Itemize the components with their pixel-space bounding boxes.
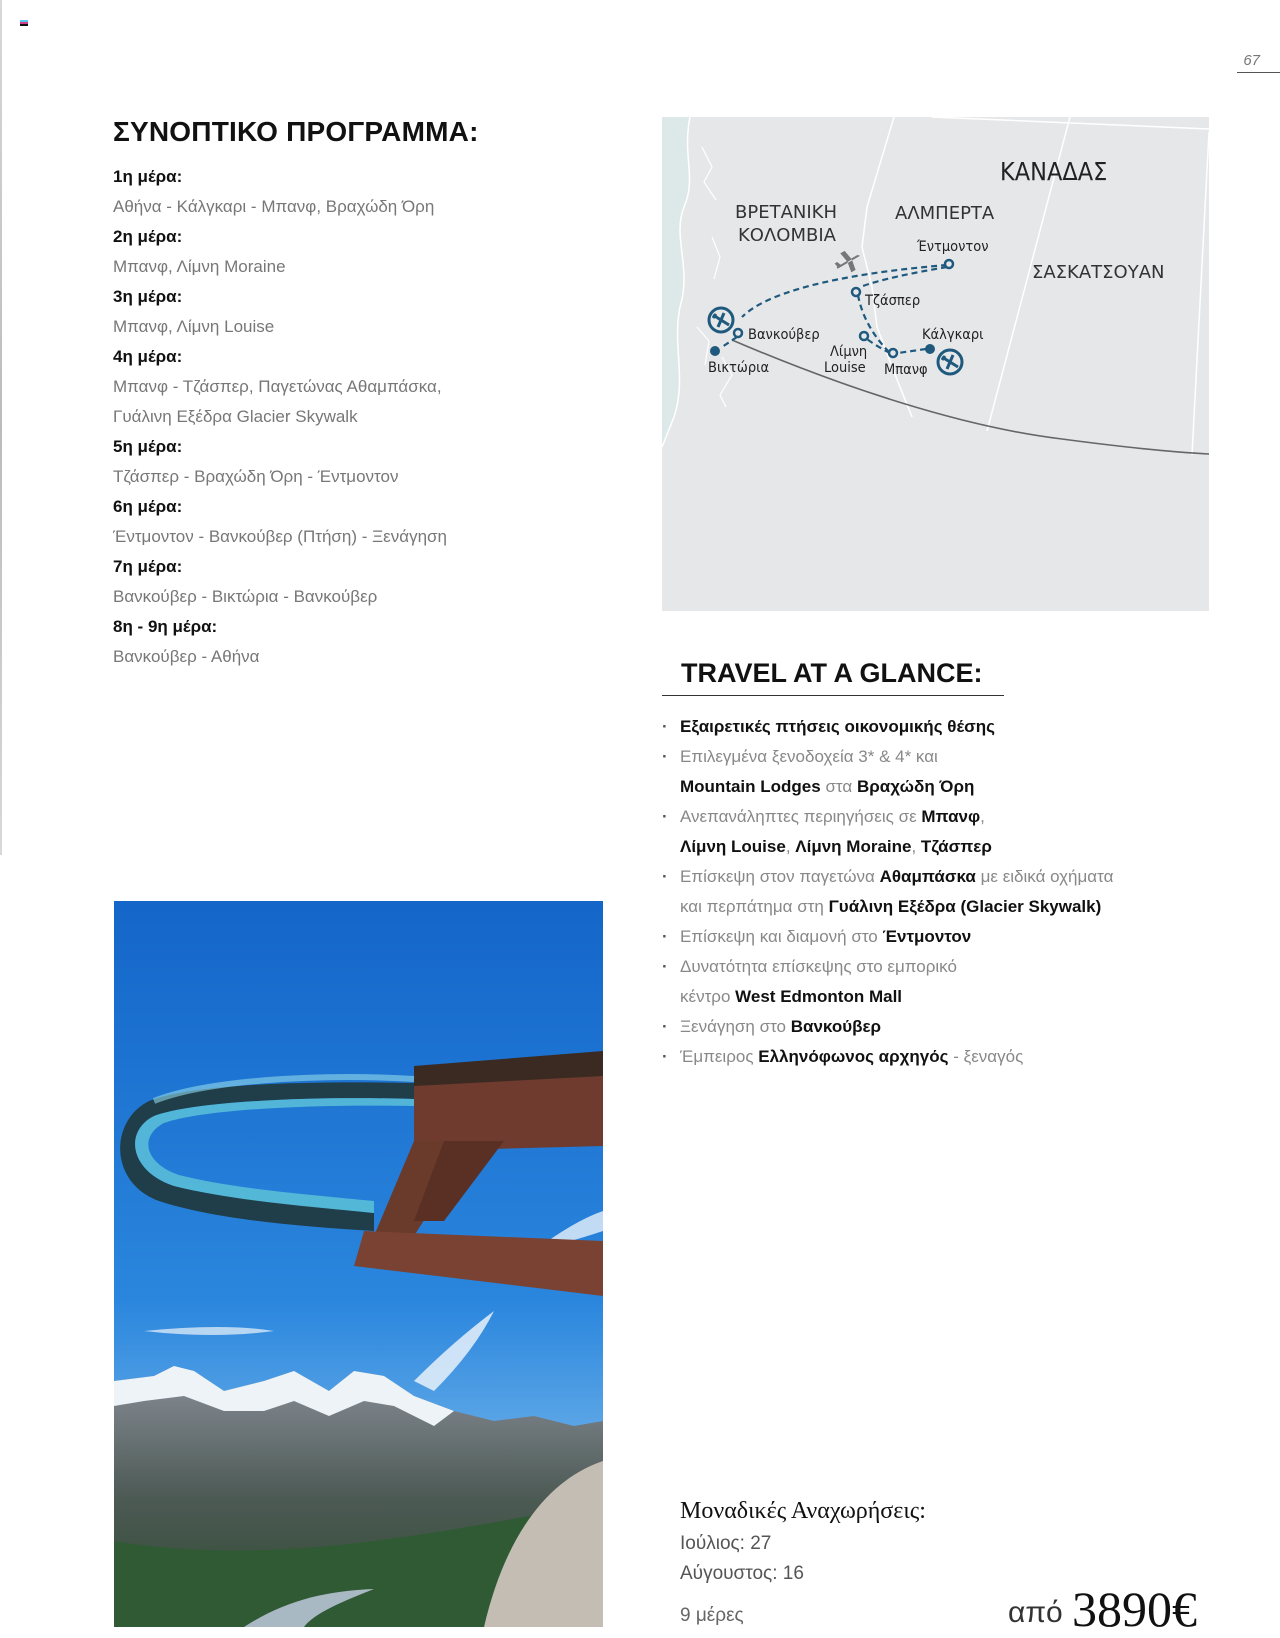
svg-text:Βικτώρια: Βικτώρια xyxy=(708,360,770,376)
departure-date-august: Αύγουστος: 16 xyxy=(680,1563,804,1584)
highlight-text: West Edmonton Mall xyxy=(735,987,903,1006)
departures-title: Μοναδικές Αναχωρήσεις: xyxy=(680,1498,926,1524)
highlight-text: Εξαιρετικές πτήσεις οικονομικής θέσης xyxy=(680,717,995,736)
bullet-icon: · xyxy=(662,807,668,826)
marker-edmonton xyxy=(945,260,953,268)
day-label: 5η μέρα: xyxy=(113,437,183,456)
day-2 xyxy=(113,222,573,282)
page-number: 67 xyxy=(1243,52,1260,69)
marker-victoria xyxy=(710,346,720,356)
glance-item-line xyxy=(680,712,1182,742)
route-map xyxy=(662,117,1209,611)
glance-item-line xyxy=(680,802,1182,832)
highlight-text: Γυάλινη Εξέδρα (Glacier Skywalk) xyxy=(828,897,1102,916)
day-text: Έντμοντον - Βανκούβερ (Πτήση) - Ξενάγηση xyxy=(113,527,447,546)
label-canada: ΚΑΝΑΔΑΣ xyxy=(1000,157,1108,186)
airport-icon-calgary xyxy=(938,350,962,374)
day-4 xyxy=(113,342,573,432)
glance-item-line xyxy=(680,1042,1182,1072)
airport-icon-vancouver xyxy=(709,308,733,332)
day-text: Βανκούβερ - Βικτώρια - Βανκούβερ xyxy=(113,587,378,606)
svg-text:ΚΟΛΟΜΒΙΑ: ΚΟΛΟΜΒΙΑ xyxy=(738,225,836,246)
bullet-icon: · xyxy=(662,867,668,886)
day-text: Γυάλινη Εξέδρα Glacier Skywalk xyxy=(113,407,358,426)
glance-item-line xyxy=(680,952,1182,982)
body-text: Έμπειρος xyxy=(680,1047,759,1066)
print-color-bar xyxy=(20,20,28,28)
svg-text:Louise: Louise xyxy=(824,360,866,376)
page-number-rule xyxy=(1237,72,1280,73)
glance-item xyxy=(662,952,1182,1012)
day-text: Τζάσπερ - Βραχώδη Όρη - Έντμοντον xyxy=(113,467,399,486)
day-label: 3η μέρα: xyxy=(113,287,183,306)
synopsis-title: ΣΥΝΟΠΤΙΚΟ ΠΡΟΓΡΑΜΜΑ: xyxy=(113,116,479,147)
day-7 xyxy=(113,552,573,612)
bullet-icon: · xyxy=(662,747,668,766)
glance-item-line xyxy=(680,742,1182,772)
body-text: , xyxy=(980,807,985,826)
day-text: Μπανφ - Τζάσπερ, Παγετώνας Αθαμπάσκα, xyxy=(113,377,442,396)
bullet-icon: · xyxy=(662,957,668,976)
svg-text:Έντμοντον: Έντμοντον xyxy=(917,239,989,255)
svg-text:Μπανφ: Μπανφ xyxy=(884,362,928,378)
highlight-text: Έντμοντον xyxy=(882,927,972,946)
glance-item xyxy=(662,802,1182,862)
day-label: 8η - 9η μέρα: xyxy=(113,617,218,636)
trip-duration: 9 μέρες xyxy=(680,1605,744,1626)
highlight-text: Μπανφ xyxy=(921,807,981,826)
day-5 xyxy=(113,432,573,492)
svg-text:Τζάσπερ: Τζάσπερ xyxy=(865,293,921,309)
body-text: - ξεναγός xyxy=(948,1047,1024,1066)
day-text: Μπανφ, Λίμνη Louise xyxy=(113,317,275,336)
glance-list xyxy=(662,712,1182,1072)
bullet-icon: · xyxy=(662,1047,668,1066)
body-text: κέντρο xyxy=(680,987,736,1006)
body-text: , xyxy=(785,837,796,856)
plane-icon xyxy=(832,245,866,277)
glance-item-line xyxy=(680,862,1182,892)
coast-water xyxy=(662,117,690,447)
day-label: 1η μέρα: xyxy=(113,167,183,186)
departure-date-july: Ιούλιος: 27 xyxy=(680,1533,772,1554)
svg-text:Βανκούβερ: Βανκούβερ xyxy=(748,327,820,343)
marker-banff xyxy=(889,349,897,357)
svg-text:Λίμνη: Λίμνη xyxy=(830,344,868,360)
glance-item xyxy=(662,1012,1182,1042)
glance-title-rule xyxy=(662,695,1004,696)
highlight-text: Mountain Lodges xyxy=(680,777,821,796)
marker-lake-louise xyxy=(860,332,868,340)
day-text: Μπανφ, Λίμνη Moraine xyxy=(113,257,286,276)
day-text: Βανκούβερ - Αθήνα xyxy=(113,647,260,666)
day-6 xyxy=(113,492,573,552)
highlight-text: Λίμνη Louise xyxy=(680,837,786,856)
body-text: , xyxy=(911,837,921,856)
body-text: με ειδικά οχήματα xyxy=(975,867,1114,886)
body-text: Επιλεγμένα ξενοδοχεία 3* & 4* και xyxy=(680,747,938,766)
day-1 xyxy=(113,162,573,222)
glance-title: TRAVEL AT A GLANCE: xyxy=(681,658,983,688)
svg-text:ΒΡΕΤΑΝΙΚΗ: ΒΡΕΤΑΝΙΚΗ xyxy=(735,202,837,223)
svg-text:Κάλγκαρι: Κάλγκαρι xyxy=(922,327,984,343)
price-prefix: από xyxy=(1008,1596,1063,1629)
day-label: 6η μέρα: xyxy=(113,497,183,516)
marker-calgary xyxy=(925,344,935,354)
svg-text:ΑΛΜΠΕΡΤΑ: ΑΛΜΠΕΡΤΑ xyxy=(895,203,995,224)
highlight-text: Ελληνόφωνος αρχηγός xyxy=(758,1047,949,1066)
body-text: στα xyxy=(820,777,857,796)
price-amount: 3890€ xyxy=(1072,1581,1197,1637)
body-text: Δυνατότητα επίσκεψης στο εμπορικό xyxy=(680,957,957,976)
highlight-text: Τζάσπερ xyxy=(920,837,992,856)
glance-item-line xyxy=(680,772,1182,802)
body-text: Επίσκεψη και διαμονή στο xyxy=(680,927,883,946)
glance-item xyxy=(662,712,1182,742)
page-edge xyxy=(0,0,2,855)
bullet-icon: · xyxy=(662,927,668,946)
bullet-icon: · xyxy=(662,717,668,736)
glance-item-line xyxy=(680,892,1182,922)
day-3 xyxy=(113,282,573,342)
bullet-icon: · xyxy=(662,1017,668,1036)
highlight-text: Αθαμπάσκα xyxy=(879,867,976,886)
glance-item xyxy=(662,1042,1182,1072)
glance-item-line xyxy=(680,1012,1182,1042)
highlight-text: Βραχώδη Όρη xyxy=(856,777,975,796)
highlight-text: Βανκούβερ xyxy=(790,1017,882,1036)
day-8-9 xyxy=(113,612,573,672)
body-text: Επίσκεψη στον παγετώνα xyxy=(680,867,880,886)
glance-item-line xyxy=(680,922,1182,952)
glance-item xyxy=(662,862,1182,922)
glance-item-line xyxy=(680,832,1182,862)
svg-text:ΣΑΣΚΑΤΣΟΥΑΝ: ΣΑΣΚΑΤΣΟΥΑΝ xyxy=(1032,262,1165,283)
highlight-text: Λίμνη Moraine xyxy=(795,837,912,856)
glance-item xyxy=(662,922,1182,952)
day-label: 2η μέρα: xyxy=(113,227,183,246)
body-text: Ανεπανάληπτες περιηγήσεις σε xyxy=(680,807,922,826)
synopsis-list xyxy=(113,162,573,672)
glance-item-line xyxy=(680,982,1182,1012)
marker-jasper xyxy=(852,288,860,296)
body-text: Ξενάγηση στο xyxy=(680,1017,791,1036)
glacier-skywalk-photo xyxy=(114,901,603,1627)
body-text: και περπάτημα στη xyxy=(680,897,829,916)
glance-item xyxy=(662,742,1182,802)
day-label: 7η μέρα: xyxy=(113,557,183,576)
day-text: Αθήνα - Κάλγκαρι - Μπανφ, Βραχώδη Όρη xyxy=(113,197,435,216)
marker-vancouver xyxy=(734,329,742,337)
day-label: 4η μέρα: xyxy=(113,347,183,366)
